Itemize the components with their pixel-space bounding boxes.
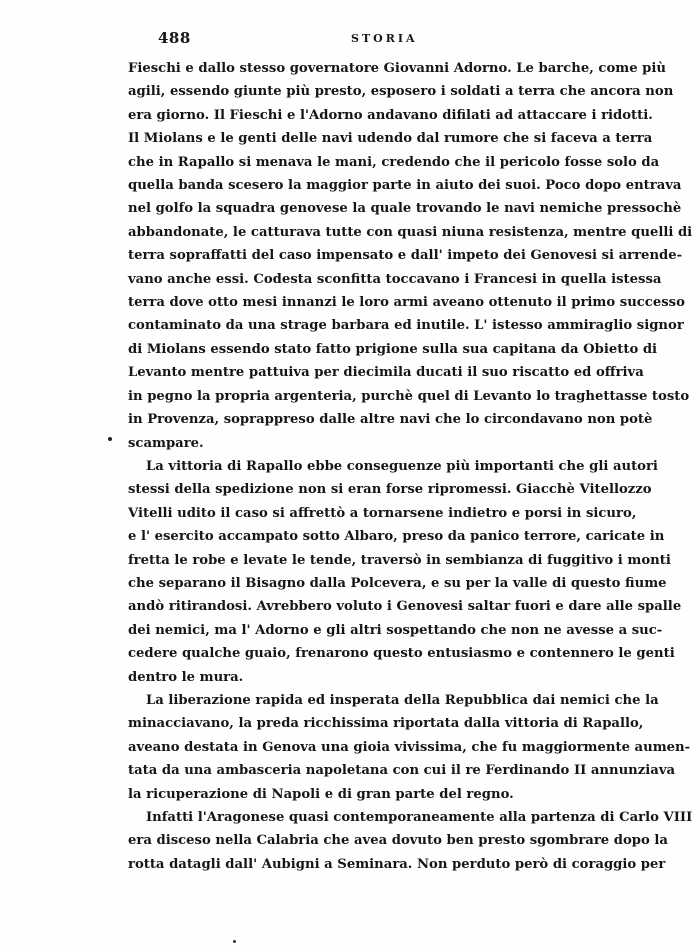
bottom-mark	[233, 940, 236, 943]
text-line: dei nemici, ma l' Adorno e gli altri sospettando che non ne avesse a suc-	[128, 622, 663, 638]
text-line: Vitelli udito il caso si affrettò a tornarsene indietro e porsi in sicuro,	[128, 505, 637, 521]
text-line: andò ritirandosi. Avrebbero voluto i Genovesi saltar fuori e dare alle spalle	[128, 599, 682, 615]
text-line: terra sopraffatti del caso impensato e dall' impeto dei Genovesi si arrende-	[128, 248, 683, 264]
text-line: in Provenza, soprappreso dalle altre navi che lo circondavano non potè	[128, 412, 653, 428]
text-line: fretta le robe e levate le tende, traversò in sembianza di fuggitivo i monti	[128, 552, 671, 568]
text-line: aveano destata in Genova una gioia vivissima, che fu maggiormente aumen-	[128, 739, 691, 755]
text-line: contaminato da una strage barbara ed inutile. L' istesso ammiraglio signor	[128, 318, 684, 334]
text-line: agili, essendo giunte più presto, esposero i soldati a terra che ancora non	[128, 84, 674, 100]
text-line: quella banda scesero la maggior parte in aiuto dei suoi. Poco dopo entrava	[128, 178, 682, 194]
text-line: stessi della spedizione non si eran forse ripromessi. Giacchè Vitellozzo	[128, 482, 652, 498]
page-number: 488	[158, 29, 191, 47]
text-line: Fieschi e dallo stesso governatore Giovanni Adorno. Le barche, come più	[128, 61, 666, 76]
text-line: scampare.	[128, 435, 204, 451]
paragraph-2	[128, 455, 682, 689]
text-line: tata da una ambasceria napoletana con cui il re Ferdinando II annunziava	[128, 763, 676, 779]
text-line: terra dove otto mesi innanzi le loro armi aveano ottenuto il primo successo	[128, 295, 685, 311]
text-line: la ricuperazione di Napoli e di gran parte del regno.	[128, 786, 514, 802]
text-line: era giorno. Il Fieschi e l'Adorno andavano difilati ad attaccare i ridotti.	[128, 107, 653, 123]
bullet-mark	[108, 437, 112, 441]
text-line: in pegno la propria argenteria, purchè quel di Levanto lo traghettasse tosto	[128, 388, 690, 404]
text-body	[128, 57, 693, 876]
text-line: dentro le mura.	[128, 669, 244, 685]
text-line: che separano il Bisagno dalla Polcevera, e su per la valle di questo fiume	[128, 575, 667, 591]
text-line: rotta datagli dall' Aubigni a Seminara. Non perduto però di coraggio per	[128, 856, 666, 872]
text-line: La vittoria di Rapallo ebbe conseguenze più importanti che gli autori	[146, 458, 658, 474]
paragraph-4	[128, 806, 693, 876]
text-line: nel golfo la squadra genovese la quale trovando le navi nemiche pressochè	[128, 201, 682, 217]
text-line: Il Miolans e le genti delle navi udendo dal rumore che si faceva a terra	[128, 131, 653, 147]
text-line: di Miolans essendo stato fatto prigione sulla sua capitana da Obietto di	[128, 341, 658, 357]
text-line: vano anche essi. Codesta sconfitta toccavano i Francesi in quella istessa	[128, 271, 662, 287]
text-line: era disceso nella Calabria che avea dovuto ben presto sgombrare dopo la	[128, 833, 668, 849]
paragraph-1	[128, 57, 693, 455]
text-line: Infatti l'Aragonese quasi contemporaneamente alla partenza di Carlo VIII	[146, 810, 693, 825]
text-line: cedere qualche guaio, frenarono questo entusiasmo e contennero le genti	[128, 646, 675, 662]
text-line: Levanto mentre pattuiva per diecimila ducati il suo riscatto ed offriva	[128, 365, 644, 381]
text-line: e l' esercito accampato sotto Albaro, preso da panico terrore, caricate in	[128, 529, 665, 545]
paragraph-3	[128, 689, 691, 806]
text-line: minacciavano, la preda ricchissima riportata dalla vittoria di Rapallo,	[128, 716, 644, 732]
text-line: La liberazione rapida ed insperata della Repubblica dai nemici che la	[146, 692, 659, 708]
text-line: che in Rapallo si menava le mani, credendo che il pericolo fosse solo da	[128, 154, 660, 170]
text-line: abbandonate, le catturava tutte con quasi niuna resistenza, mentre quelli di	[128, 224, 693, 240]
running-head: STORIA	[351, 32, 418, 45]
